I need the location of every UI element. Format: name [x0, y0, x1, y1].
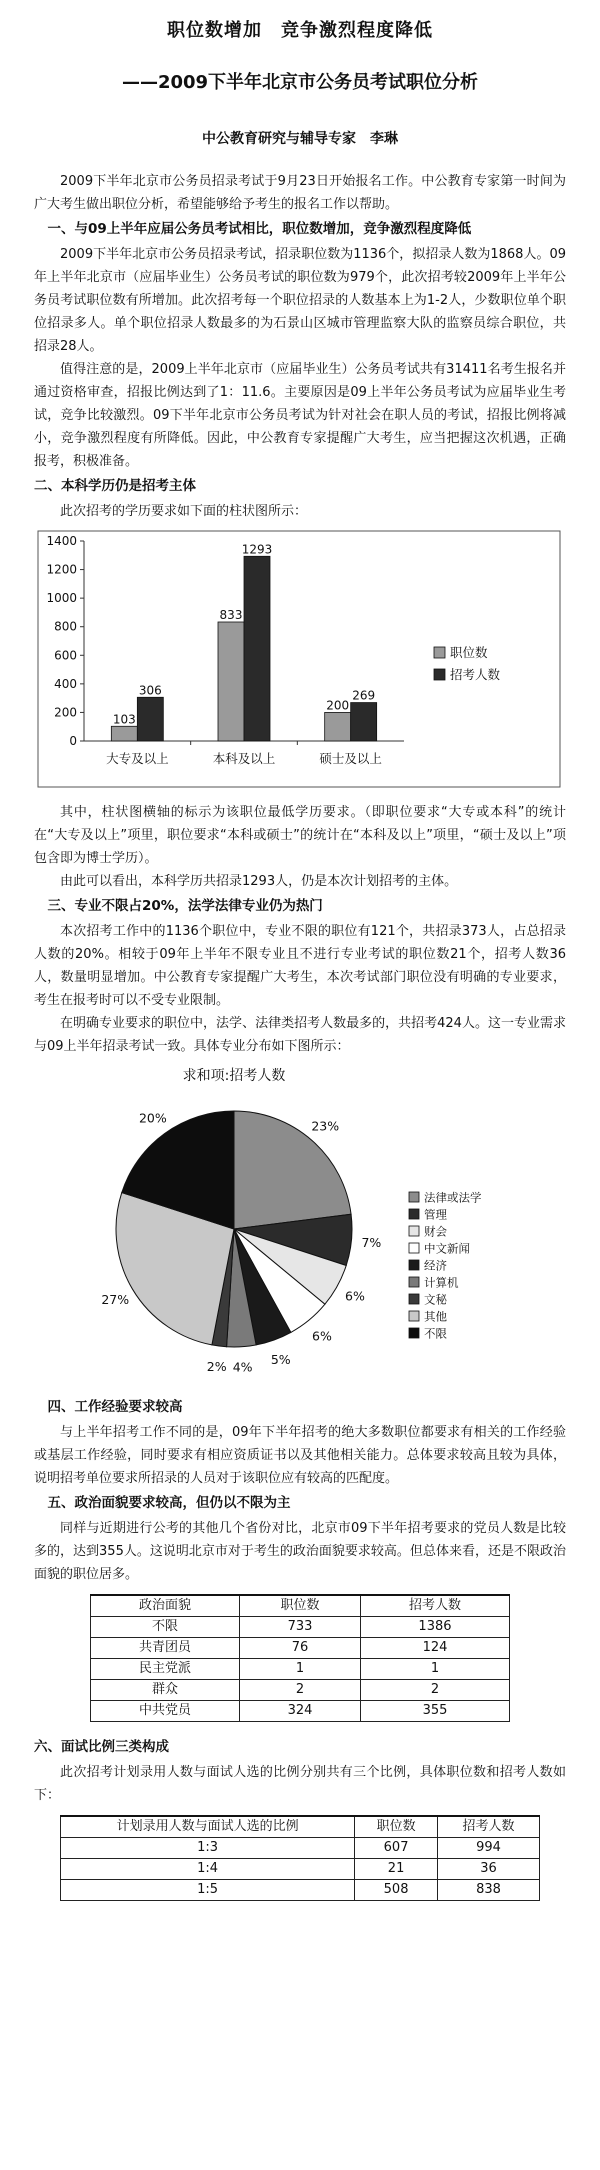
political-status-cell: 群众: [91, 1680, 240, 1701]
pie-percent-label: 27%: [101, 1292, 130, 1308]
political-status-cell: 2: [240, 1680, 361, 1701]
section3-heading: 三、专业不限占20%，法学法律专业仍为热门: [47, 898, 323, 914]
section1-paragraph-2: 值得注意的是，2009上半年北京市（应届毕业生）公务员考试共有31411名考生报名并通过资格审查，招报比例达到了1：11.6。主要原因是09上半年公务员考试为应届毕业生考试，竞争比较激烈。09下半年北京市公务员考试为针对社会在职人员的考试，招报比例将减小，竞争激烈程度有所降低。因此，中公教育专家提醒广大考生，应当把握这次机遇，正确报考，积极准备。: [34, 362, 566, 469]
bar-data-label: 103: [112, 712, 136, 727]
interview-ratio-cell: 994: [437, 1838, 539, 1859]
political-status-cell: 共青团员: [91, 1638, 240, 1659]
political-status-cell: 76: [240, 1638, 361, 1659]
pie-legend-label: 其他: [424, 1309, 447, 1324]
political-status-header-row: [91, 1595, 510, 1617]
interview-ratio-cell: 1:5: [61, 1880, 355, 1901]
interview-ratio-cell: 36: [437, 1859, 539, 1880]
pie-legend-swatch: [409, 1328, 419, 1338]
legend-swatch: [434, 647, 445, 658]
bar-positions-2: [325, 712, 351, 741]
pie-percent-label: 5%: [270, 1351, 291, 1367]
section3-paragraph-1: 本次招考工作中的1136个职位中，专业不限的职位有121个，共招录373人，占总招录人数的20%。相较于09年上半年不限专业且不进行专业考试的职位数21个，招考人数36人，数量明显增加。中公教育专家提醒广大考生，本次考试部门职位没有明确的专业要求，考生在报考时可以不受专业限制。: [34, 924, 566, 1008]
bar-positions-0: [111, 726, 137, 741]
political-status-cell: 355: [360, 1701, 509, 1722]
y-tick-label: 0: [69, 734, 77, 748]
pie-percent-label: 2%: [206, 1358, 227, 1374]
pie-percent-label: 6%: [345, 1288, 365, 1304]
y-tick-label: 800: [54, 619, 77, 634]
section2-paragraph-1: 其中，柱状图横轴的标示为该职位最低学历要求。（即职位要求“大专或本科”的统计在“大专及以上”项里，职位要求“本科或硕士”的统计在“本科及以上”项里，“硕士及以上”项包含即为博士学历）。: [34, 805, 566, 866]
section2-paragraph-2: 由此可以看出，本科学历共招录1293人，仍是本次计划招考的主体。: [60, 874, 458, 889]
y-tick-label: 1200: [46, 562, 77, 577]
section5-heading: 五、政治面貌要求较高，但仍以不限为主: [47, 1495, 291, 1511]
bar-data-label: 833: [219, 608, 243, 622]
bar-chart-svg: [34, 529, 564, 789]
pie-legend-label: 财会: [424, 1224, 447, 1239]
section6-paragraph-1: 此次招考计划录用人数与面试人选的比例分别共有三个比例，具体职位数和招考人数如下：: [34, 1765, 566, 1803]
section2-heading: 二、本科学历仍是招考主体: [34, 478, 196, 494]
political-status-table: [90, 1594, 510, 1722]
interview-ratio-row: [61, 1880, 540, 1901]
category-label: 大专及以上: [106, 751, 169, 766]
pie-legend-label: 文秘: [424, 1292, 447, 1307]
political-status-cell: 不限: [91, 1617, 240, 1638]
section3-paragraph-2: 在明确专业要求的职位中，法学、法律类招考人数最多的，共招考424人。这一专业需求与09上半年招录考试一致。具体专业分布如下图所示：: [34, 1016, 566, 1054]
intro-paragraph: 2009下半年北京市公务员招录考试于9月23日开始报名工作。中公教育专家第一时间为广大考生做出职位分析，希望能够给予考生的报名工作以帮助。: [34, 174, 566, 212]
article-subtitle: ——2009下半年北京市公务员考试职位分析: [121, 72, 479, 93]
pie-legend-label: 法律或法学: [424, 1190, 482, 1205]
article-title: 职位数增加 竞争激烈程度降低: [167, 20, 433, 41]
interview-ratio-table: [60, 1815, 540, 1901]
pie-percent-label: 20%: [138, 1110, 167, 1126]
political-status-header-cell: 职位数: [240, 1595, 361, 1617]
major-pie-chart: [34, 1064, 566, 1388]
pie-legend-swatch: [409, 1277, 419, 1287]
pie-legend-swatch: [409, 1294, 419, 1304]
political-status-row: [91, 1638, 510, 1659]
bar-recruits-1: [244, 556, 270, 741]
interview-ratio-cell: 21: [355, 1859, 438, 1880]
y-tick-label: 600: [54, 648, 77, 663]
interview-ratio-cell: 1:3: [61, 1838, 355, 1859]
education-bar-chart: [34, 529, 566, 793]
interview-ratio-cell: 1:4: [61, 1859, 355, 1880]
pie-percent-label: 7%: [361, 1234, 382, 1250]
interview-ratio-row: [61, 1859, 540, 1880]
bar-recruits-0: [137, 697, 163, 741]
bar-positions-1: [218, 622, 244, 741]
pie-title: 求和项:招考人数: [182, 1068, 286, 1084]
political-status-cell: 民主党派: [91, 1659, 240, 1680]
bar-data-label: 200: [326, 698, 350, 713]
section2-lead: 此次招考的学历要求如下面的柱状图所示：: [60, 504, 308, 519]
political-status-cell: 中共党员: [91, 1701, 240, 1722]
interview-ratio-header-cell: 招考人数: [437, 1816, 539, 1838]
section1-paragraph-1: 2009下半年北京市公务员招录考试，招录职位数为1136个，拟招录人数为1868人。09年上半年北京市（应届毕业生）公务员考试的职位数为979个，此次招考较2009年上半年公务员考试职位数有所增加。此次招考每一个职位招录的人数基本上为1-2人，少数职位单个职位招录多人。单个职位招录人数最多的为石景山区城市管理监察大队的监察员综合职位，共招录28人。: [34, 247, 566, 354]
political-status-row: [91, 1701, 510, 1722]
bar-data-label: 269: [352, 688, 376, 703]
section6-heading: 六、面试比例三类构成: [34, 1739, 169, 1755]
category-label: 本科及以上: [212, 751, 276, 766]
pie-legend-swatch: [409, 1192, 419, 1202]
political-status-row: [91, 1659, 510, 1680]
section5-paragraph-1: 同样与近期进行公考的其他几个省份对比，北京市09下半年招考要求的党员人数是比较多的，达到355人。这说明北京市对于考生的政治面貌要求较高。但总体来看，还是不限政治面貌的职位居多。: [34, 1521, 566, 1582]
political-status-cell: 124: [360, 1638, 509, 1659]
political-status-header-cell: 招考人数: [360, 1595, 509, 1617]
y-tick-label: 1400: [46, 534, 77, 548]
pie-legend-swatch: [409, 1243, 419, 1253]
interview-ratio-row: [61, 1838, 540, 1859]
pie-legend-label: 不限: [424, 1326, 447, 1341]
legend-swatch: [434, 669, 445, 680]
interview-ratio-header-row: [61, 1816, 540, 1838]
bar-data-label: 1293: [241, 542, 273, 557]
political-status-cell: 324: [240, 1701, 361, 1722]
section1-heading: 一、与09上半年应届公务员考试相比，职位数增加，竞争激烈程度降低: [47, 221, 472, 237]
pie-legend-swatch: [409, 1226, 419, 1236]
pie-percent-label: 23%: [311, 1118, 340, 1134]
y-tick-label: 1000: [46, 591, 77, 606]
section4-paragraph-1: 与上半年招考工作不同的是，09年下半年招考的绝大多数职位都要求有相关的工作经验或基层工作经验，同时要求有相应资质证书以及其他相关能力。总体要求较高且较为具体，说明招考单位要求所招录的人员对于该职位应有较高的匹配度。: [34, 1425, 566, 1486]
pie-legend-label: 计算机: [424, 1275, 459, 1290]
pie-legend-swatch: [409, 1209, 419, 1219]
category-label: 硕士及以上: [319, 751, 382, 766]
y-tick-label: 400: [54, 676, 77, 691]
political-status-cell: 1: [360, 1659, 509, 1680]
pie-legend-label: 管理: [424, 1207, 447, 1222]
interview-ratio-cell: 508: [355, 1880, 438, 1901]
interview-ratio-header-cell: 职位数: [355, 1816, 438, 1838]
pie-legend-label: 中文新闻: [424, 1241, 470, 1256]
political-status-cell: 1: [240, 1659, 361, 1680]
bar-recruits-2: [351, 703, 377, 741]
interview-ratio-cell: 607: [355, 1838, 438, 1859]
pie-chart-svg: [34, 1064, 564, 1384]
section4-heading: 四、工作经验要求较高: [47, 1399, 183, 1415]
pie-legend-swatch: [409, 1311, 419, 1321]
pie-legend-swatch: [409, 1260, 419, 1270]
political-status-cell: 1386: [360, 1617, 509, 1638]
political-status-cell: 2: [360, 1680, 509, 1701]
interview-ratio-header-cell: 计划录用人数与面试人选的比例: [61, 1816, 355, 1838]
bar-data-label: 306: [138, 683, 162, 698]
political-status-header-cell: 政治面貌: [91, 1595, 240, 1617]
pie-percent-label: 6%: [312, 1328, 332, 1344]
pie-legend-label: 经济: [424, 1258, 447, 1273]
political-status-cell: 733: [240, 1617, 361, 1638]
legend-label: 职位数: [450, 645, 488, 660]
legend-label: 招考人数: [450, 667, 501, 682]
y-tick-label: 200: [54, 705, 77, 720]
political-status-row: [91, 1680, 510, 1701]
interview-ratio-cell: 838: [437, 1880, 539, 1901]
author-byline: 中公教育研究与辅导专家 李琳: [202, 131, 398, 147]
political-status-row: [91, 1617, 510, 1638]
pie-percent-label: 4%: [232, 1359, 253, 1375]
